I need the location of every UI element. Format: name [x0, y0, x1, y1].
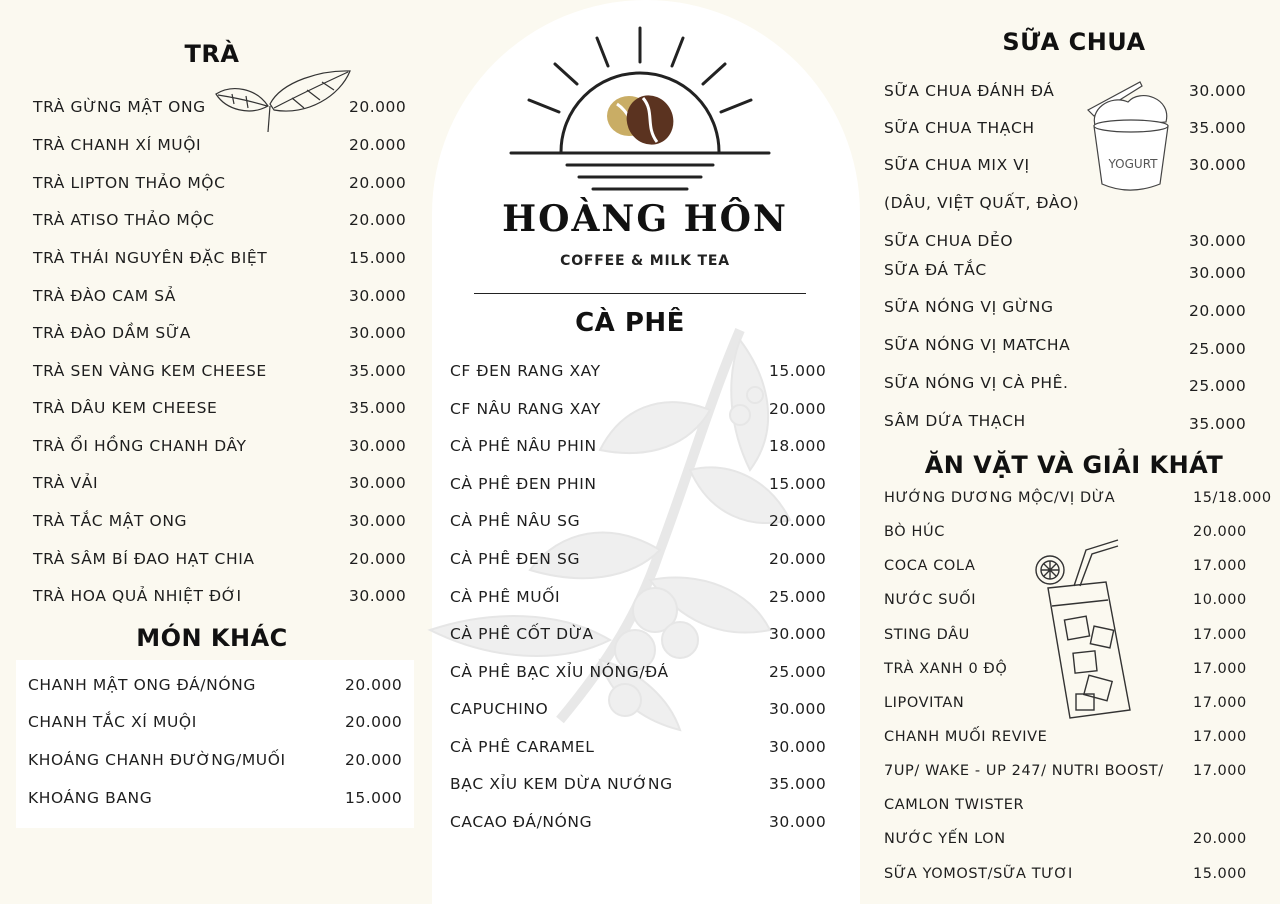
- menu-item-name: CÀ PHÊ MUỐI: [450, 588, 561, 606]
- tea-leaf-icon: [212, 66, 354, 136]
- menu-item-price: 35.000: [349, 362, 407, 380]
- menu-item-price: 15.000: [769, 362, 827, 380]
- menu-item-name: COCA COLA: [884, 558, 976, 574]
- menu-item-price: 17.000: [1193, 695, 1247, 711]
- menu-item-price: 30.000: [769, 738, 827, 756]
- menu-item-name: KHOÁNG CHANH ĐƯỜNG/MUỐI: [28, 751, 286, 769]
- menu-item-name: 7UP/ WAKE - UP 247/ NUTRI BOOST/: [884, 763, 1164, 779]
- menu-item-name: CÀ PHÊ CARAMEL: [450, 738, 595, 756]
- menu-item-price: 20.000: [349, 136, 407, 154]
- menu-item-price: 15.000: [1193, 866, 1247, 882]
- brand-subtitle: COFFEE & MILK TEA: [560, 253, 730, 269]
- menu-item-name: CHANH TẮC XÍ MUỘI: [28, 713, 197, 731]
- an-vat-heading: ĂN VẶT VÀ GIẢI KHÁT: [924, 451, 1224, 479]
- menu-item-price: 30.000: [1189, 82, 1247, 100]
- menu-item-price: 20.000: [345, 713, 403, 731]
- menu-item-name: CAPUCHINO: [450, 700, 549, 718]
- menu-item-price: 20.000: [349, 211, 407, 229]
- menu-item-name: SÂM DỨA THẠCH: [884, 412, 1026, 430]
- menu-item-name: SỮA NÓNG VỊ GỪNG: [884, 298, 1054, 316]
- menu-item-price: 15/18.000: [1193, 490, 1272, 506]
- menu-item-name: SỮA NÓNG VỊ CÀ PHÊ.: [884, 374, 1069, 392]
- menu-item-name: CF ĐEN RANG XAY: [450, 362, 601, 380]
- menu-item-name: BẠC XỈU KEM DỪA NƯỚNG: [450, 775, 673, 793]
- mon-khac-heading: MÓN KHÁC: [136, 624, 288, 652]
- menu-item-name: CAMLON TWISTER: [884, 797, 1025, 813]
- menu-item-name: CÀ PHÊ BẠC XỈU NÓNG/ĐÁ: [450, 663, 669, 681]
- menu-item-name: TRÀ ĐÀO CAM SẢ: [33, 287, 176, 305]
- menu-item-price: 25.000: [1189, 340, 1247, 358]
- menu-item-name: TRÀ ỔI HỒNG CHANH DÂY: [33, 437, 247, 455]
- menu-item-price: 30.000: [349, 287, 407, 305]
- menu-item-price: 20.000: [349, 550, 407, 568]
- menu-item-name: TRÀ THÁI NGUYÊN ĐẶC BIỆT: [33, 249, 268, 267]
- menu-item-name: SỮA NÓNG VỊ MATCHA: [884, 336, 1071, 354]
- menu-item-price: 35.000: [769, 775, 827, 793]
- menu-item-price: 35.000: [1189, 119, 1247, 137]
- ca-phe-heading: CÀ PHÊ: [575, 308, 685, 338]
- menu-item-name: TRÀ ATISO THẢO MỘC: [33, 211, 215, 229]
- menu-item-price: 15.000: [345, 789, 403, 807]
- menu-item-price: 30.000: [769, 625, 827, 643]
- menu-item-price: 17.000: [1193, 558, 1247, 574]
- iced-drink-icon: [1030, 528, 1130, 723]
- menu-item-name: TRÀ XANH 0 ĐỘ: [884, 661, 1008, 677]
- menu-item-name: CÀ PHÊ NÂU SG: [450, 512, 581, 530]
- menu-item-price: 20.000: [769, 512, 827, 530]
- yogurt-cup-text: YOGURT: [1108, 157, 1158, 171]
- menu-item-name: LIPOVITAN: [884, 695, 965, 711]
- menu-item-name: CÀ PHÊ ĐEN SG: [450, 550, 581, 568]
- menu-item-price: 17.000: [1193, 661, 1247, 677]
- menu-item-name: NƯỚC SUỐI: [884, 592, 977, 608]
- menu-item-price: 20.000: [769, 550, 827, 568]
- menu-item-price: 30.000: [349, 474, 407, 492]
- divider: [474, 293, 806, 294]
- menu-item-name: TRÀ TẮC MẬT ONG: [33, 512, 188, 530]
- menu-item-price: 20.000: [1193, 524, 1247, 540]
- menu-item-price: 20.000: [769, 400, 827, 418]
- sunset-logo-icon: [505, 26, 775, 196]
- menu-item-name: CÀ PHÊ NÂU PHIN: [450, 437, 597, 455]
- menu-item-price: 10.000: [1193, 592, 1247, 608]
- menu-item-name: STING DÂU: [884, 627, 970, 643]
- menu-item-name: KHOÁNG BANG: [28, 789, 153, 807]
- menu-item-price: 20.000: [1189, 302, 1247, 320]
- menu-item-price: 30.000: [349, 437, 407, 455]
- menu-item-price: 18.000: [769, 437, 827, 455]
- menu-item-price: 30.000: [349, 587, 407, 605]
- menu-item-price: 25.000: [769, 663, 827, 681]
- menu-item-name: SỮA ĐÁ TẮC: [884, 261, 987, 279]
- menu-item-name: TRÀ LIPTON THẢO MỘC: [33, 174, 226, 192]
- menu-item-name: SỮA CHUA ĐÁNH ĐÁ: [884, 82, 1055, 100]
- menu-item-price: 15.000: [769, 475, 827, 493]
- menu-item-name: TRÀ HOA QUẢ NHIỆT ĐỚI: [33, 587, 242, 605]
- brand-name: HOÀNG HÔN: [502, 198, 788, 240]
- sua-chua-heading: SỮA CHUA: [1002, 28, 1146, 56]
- menu-item-price: 30.000: [769, 813, 827, 831]
- menu-item-price: 30.000: [1189, 156, 1247, 174]
- menu-item-price: 20.000: [345, 676, 403, 694]
- menu-item-price: 35.000: [349, 399, 407, 417]
- menu-item-price: 25.000: [769, 588, 827, 606]
- menu-item-price: 15.000: [349, 249, 407, 267]
- menu-item-price: 35.000: [1189, 415, 1247, 433]
- menu-item-name: CHANH MUỐI REVIVE: [884, 729, 1048, 745]
- menu-item-name: TRÀ SÂM BÍ ĐAO HẠT CHIA: [33, 550, 255, 568]
- menu-item-name: CACAO ĐÁ/NÓNG: [450, 813, 593, 831]
- menu-item-name: SỮA CHUA MIX VỊ: [884, 156, 1030, 174]
- menu-item-name: CÀ PHÊ ĐEN PHIN: [450, 475, 597, 493]
- menu-item-name: BÒ HÚC: [884, 524, 945, 540]
- menu-item-price: 30.000: [1189, 232, 1247, 250]
- menu-item-price: 30.000: [1189, 264, 1247, 282]
- menu-item-name: TRÀ DÂU KEM CHEESE: [33, 399, 218, 417]
- menu-item-name: TRÀ SEN VÀNG KEM CHEESE: [33, 362, 267, 380]
- menu-item-price: 20.000: [345, 751, 403, 769]
- tra-heading: TRÀ: [184, 40, 240, 68]
- menu-item-name: NƯỚC YẾN LON: [884, 831, 1006, 847]
- menu-item-price: 30.000: [349, 324, 407, 342]
- menu-item-name: TRÀ CHANH XÍ MUỘI: [33, 136, 202, 154]
- menu-item-price: 20.000: [349, 98, 407, 116]
- menu-item-name: TRÀ VẢI: [33, 474, 99, 492]
- menu-item-price: 30.000: [769, 700, 827, 718]
- menu-item-name: TRÀ GỪNG MẬT ONG: [33, 98, 206, 116]
- menu-item-name: CHANH MẬT ONG ĐÁ/NÓNG: [28, 676, 256, 694]
- menu-item-name: HƯỚNG DƯƠNG MỘC/VỊ DỪA: [884, 490, 1116, 506]
- menu-item-price: 20.000: [1193, 831, 1247, 847]
- menu-item-name: (DÂU, VIỆT QUẤT, ĐÀO): [884, 194, 1080, 212]
- menu-item-price: 30.000: [349, 512, 407, 530]
- menu-item-price: 20.000: [349, 174, 407, 192]
- menu-item-price: 17.000: [1193, 627, 1247, 643]
- menu-item-name: SỮA YOMOST/SỮA TƯƠI: [884, 866, 1073, 882]
- coffee-bean-icon: [607, 88, 681, 153]
- menu-item-name: SỮA CHUA THẠCH: [884, 119, 1035, 137]
- menu-item-price: 17.000: [1193, 763, 1247, 779]
- menu-item-price: 25.000: [1189, 377, 1247, 395]
- menu-item-name: CF NÂU RANG XAY: [450, 400, 601, 418]
- menu-item-name: CÀ PHÊ CỐT DỪA: [450, 625, 594, 643]
- menu-item-name: SỮA CHUA DẺO: [884, 232, 1014, 250]
- menu-item-name: TRÀ ĐÀO DẦM SỮA: [33, 324, 191, 342]
- yogurt-cup-icon: [1080, 80, 1180, 192]
- menu-item-price: 17.000: [1193, 729, 1247, 745]
